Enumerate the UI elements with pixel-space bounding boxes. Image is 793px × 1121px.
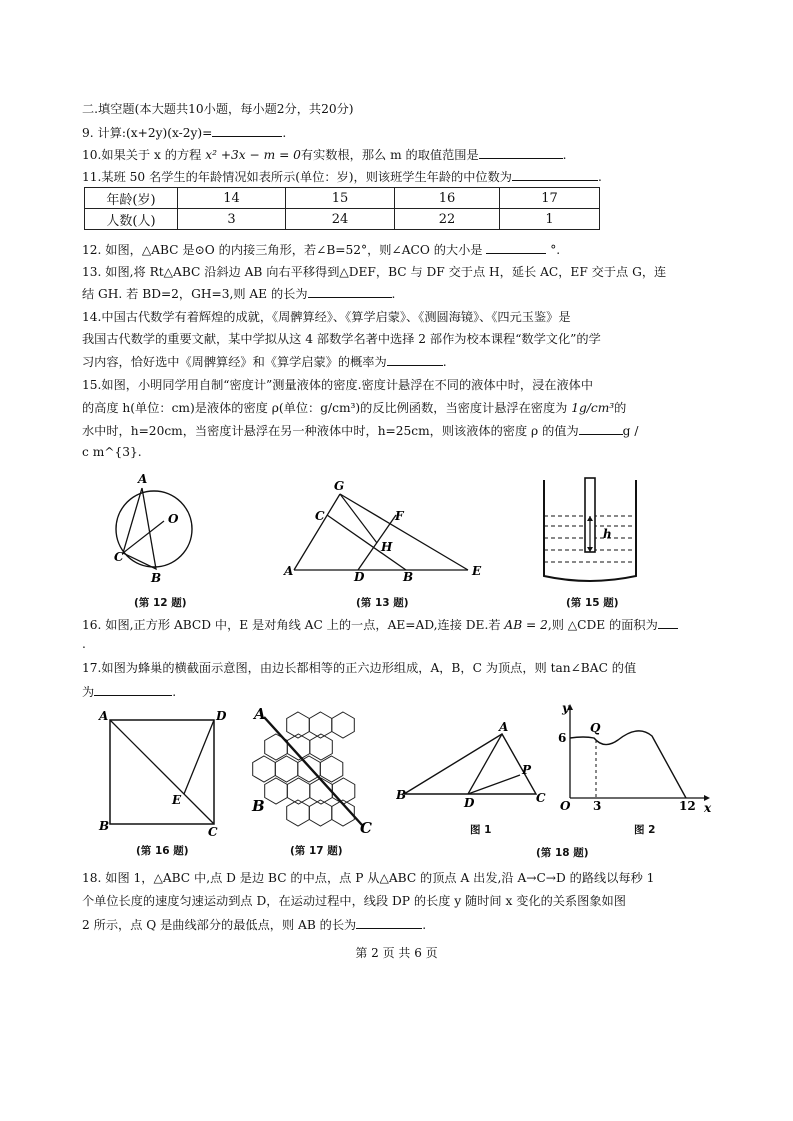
question-16-text: 16. 如图,正方形 ABCD 中，E 是对角线 AC 上的一点，AE=AD,连接 DE.若	[82, 618, 505, 632]
label-a: A	[254, 705, 266, 723]
label-g: G	[334, 479, 345, 493]
label-p: P	[522, 763, 532, 777]
y-tick-6: 6	[558, 731, 567, 745]
hexagon	[332, 712, 355, 738]
label-c: C	[114, 550, 124, 564]
question-14-line-3: 习内容，恰好选中《周髀算经》和《算学启蒙》的概率为 .	[82, 355, 447, 369]
question-16-condition: AB = 2	[504, 618, 548, 632]
x-tick-3: 3	[593, 799, 602, 813]
label-a: A	[284, 564, 294, 578]
question-16	[82, 616, 678, 633]
density-value: 1g/cm³	[571, 401, 615, 415]
question-15-line-3	[82, 422, 638, 439]
table-cell: 3	[178, 209, 286, 230]
question-12-text: 12. 如图，△ABC 是⊙O 的内接三角形，若∠B=52°，则∠ACO 的大小是	[82, 243, 487, 257]
table-cell: 16	[395, 188, 500, 209]
caption-16: (第 16 题)	[136, 845, 189, 857]
question-18-line-1: 18. 如图 1，△ABC 中,点 D 是边 BC 的中点，点 P 从△ABC 的顶点 A 出发,沿 A→C→D 的路线以每秒 1	[82, 871, 655, 885]
label-h: H	[381, 540, 393, 554]
segment-gh	[340, 494, 377, 543]
caption-17: (第 17 题)	[290, 845, 343, 857]
figure-18-1	[396, 720, 548, 816]
label-c: C	[208, 825, 218, 838]
label-q: Q	[590, 721, 601, 735]
table-header-cell: 人数(人)	[85, 209, 178, 230]
diagonal-ac	[110, 720, 214, 824]
segment-de	[184, 720, 214, 794]
question-18-line-3: 2 所示，点 Q 是曲线部分的最低点，则 AB 的长为 .	[82, 918, 427, 932]
question-15-text: 的高度 h(单位：cm)是液体的密度 ρ(单位：g/cm³)的反比例函数，当密度计悬浮在密度为	[82, 401, 572, 415]
segment-ag	[294, 494, 340, 570]
question-15-line-2	[82, 400, 626, 416]
question-13-line-1: 13. 如图,将 Rt△ABC 沿斜边 AB 向右平移得到△DEF，BC 与 DF 交于点 H，延长 AC，EF 交于点 G，连	[82, 265, 667, 279]
question-13-text: 结 GH. 若 BD=2，GH=3,则 AE 的长为	[82, 287, 308, 301]
triangle-abc	[404, 734, 536, 794]
table-cell: 22	[395, 209, 500, 230]
caption-18: (第 18 题)	[536, 847, 589, 859]
question-16-dot: .	[82, 637, 86, 651]
caption-12: (第 12 题)	[134, 597, 187, 609]
question-12	[82, 241, 560, 258]
answer-blank[interactable]	[512, 168, 598, 181]
table-row	[85, 209, 600, 230]
question-11-text: 11.某班 50 名学生的年龄情况如表所示(单位：岁)，则该班学生年龄的中位数为	[82, 170, 512, 184]
question-15-line-4: c m^{3}.	[82, 445, 142, 459]
answer-blank[interactable]	[212, 124, 282, 137]
label-c: C	[536, 791, 546, 805]
label-e: E	[472, 564, 482, 578]
question-18-line-2: 个单位长度的速度匀速运动到点 D，在运动过程中，线段 DP 的长度 y 随时间 x 变化的关系图象如图	[82, 894, 626, 908]
label-h: h	[603, 527, 612, 541]
label-c: C	[315, 509, 325, 523]
segment-dp	[468, 775, 520, 794]
figure-13	[282, 478, 494, 583]
label-a: A	[138, 472, 148, 486]
caption-15: (第 15 题)	[566, 597, 619, 609]
figure-2-caption: 图 2	[634, 824, 656, 836]
hexagon	[298, 756, 321, 782]
answer-blank[interactable]	[579, 422, 623, 435]
question-16-text: ,则 △CDE 的面积为	[547, 618, 658, 632]
question-14-line-2: 我国古代数学的重要文献，某中学拟从这 4 部数学名著中选择 2 部作为校本课程“数学文化”的学	[82, 332, 601, 346]
figure-18-2	[556, 702, 716, 814]
question-10-text-a: 10.如果关于 x 的方程	[82, 148, 206, 162]
page-footer: 第 2 页 共 6 页	[355, 946, 438, 960]
figure-17	[246, 703, 386, 839]
table-cell: 15	[286, 188, 395, 209]
question-17-line-2: 为 .	[82, 685, 177, 699]
hexagon	[265, 778, 288, 804]
label-o: O	[168, 512, 179, 526]
question-9-text: 9. 计算:(x+2y)(x-2y)=	[82, 126, 213, 140]
hexagon	[320, 756, 343, 782]
x-tick-12: 12	[679, 799, 696, 813]
label-b: B	[403, 570, 414, 583]
curve	[570, 731, 686, 798]
label-b: B	[99, 819, 110, 833]
answer-blank[interactable]	[479, 146, 563, 159]
segment-cb	[327, 515, 406, 570]
label-b: B	[396, 788, 407, 802]
segment-ad	[468, 734, 502, 794]
label-b: B	[252, 797, 265, 815]
question-17-line-1: 17.如图为蜂巢的横截面示意图，由边长都相等的正六边形组成，A，B，C 为顶点，则 tan∠BAC 的值	[82, 661, 637, 675]
label-d: D	[464, 796, 475, 810]
question-17-text: 为	[82, 685, 95, 699]
answer-blank[interactable]	[387, 353, 443, 366]
answer-blank[interactable]	[486, 241, 546, 254]
answer-blank[interactable]	[658, 616, 678, 629]
section-title: 二.填空题(本大题共10小题，每小题2分，共20分)	[82, 102, 354, 116]
question-15-text: 的	[614, 401, 627, 415]
question-10: 10.如果关于 x 的方程 x² +3x − m = 0有实数根，那么 m 的取值范围是 .	[82, 148, 567, 162]
label-b: B	[151, 571, 162, 585]
question-11: 11.某班 50 名学生的年龄情况如表所示(单位：岁)，则该班学生年龄的中位数为 .	[82, 170, 602, 184]
question-9: 9. 计算:(x+2y)(x-2y)= .	[82, 126, 287, 140]
hexagon-grid	[253, 712, 355, 826]
figure-12	[104, 466, 204, 591]
table-row	[85, 188, 600, 209]
label-c: C	[360, 819, 372, 837]
segment-ge	[340, 494, 468, 570]
question-15-text: 水中时，h=20cm，当密度计悬浮在另一种液体中时，h=25cm，则该液体的密度 ρ 的值为	[82, 424, 579, 438]
label-f: F	[395, 509, 404, 523]
table-cell: 17	[500, 188, 600, 209]
question-10-text-b: 有实数根，那么 m 的取值范围是	[300, 148, 479, 162]
question-12-unit: °.	[546, 243, 561, 257]
segment-co	[123, 521, 164, 553]
age-table	[84, 187, 600, 230]
label-e: E	[172, 793, 182, 807]
hexagon	[275, 756, 298, 782]
origin-label: O	[560, 799, 571, 813]
question-18-text: 2 所示，点 Q 是曲线部分的最低点，则 AB 的长为	[82, 918, 357, 932]
y-axis-label: y	[562, 702, 569, 715]
question-15-unit: g /	[622, 424, 639, 438]
question-14-text: 习内容，恰好选中《周髀算经》和《算学启蒙》的概率为	[82, 355, 387, 369]
table-cell: 1	[500, 209, 600, 230]
figure-16	[96, 708, 228, 838]
label-d: D	[354, 570, 365, 583]
answer-blank[interactable]	[308, 285, 392, 298]
answer-blank[interactable]	[94, 683, 172, 696]
question-15-line-1: 15.如图，小明同学用自制“密度计”测量液体的密度.密度计悬浮在不同的液体中时，浸在液体中	[82, 378, 594, 392]
figure-15	[540, 476, 640, 588]
x-axis-label: x	[704, 801, 712, 814]
question-10-equation: x² +3x − m = 0	[205, 148, 301, 162]
figure-1-caption: 图 1	[470, 824, 492, 836]
table-cell: 14	[178, 188, 286, 209]
label-a: A	[99, 709, 109, 723]
hexagon	[253, 756, 276, 782]
question-13-line-2: 结 GH. 若 BD=2，GH=3,则 AE 的长为 .	[82, 287, 396, 301]
label-a: A	[499, 720, 509, 734]
question-14-line-1: 14.中国古代数学有着辉煌的成就，《周髀算经》、《算学启蒙》、《测圆海镜》、《四元玉鉴》是	[82, 310, 571, 324]
answer-blank[interactable]	[356, 916, 422, 929]
caption-13: (第 13 题)	[356, 597, 409, 609]
table-cell: 24	[286, 209, 395, 230]
label-d: D	[216, 709, 227, 723]
table-header-cell: 年龄(岁)	[85, 188, 178, 209]
